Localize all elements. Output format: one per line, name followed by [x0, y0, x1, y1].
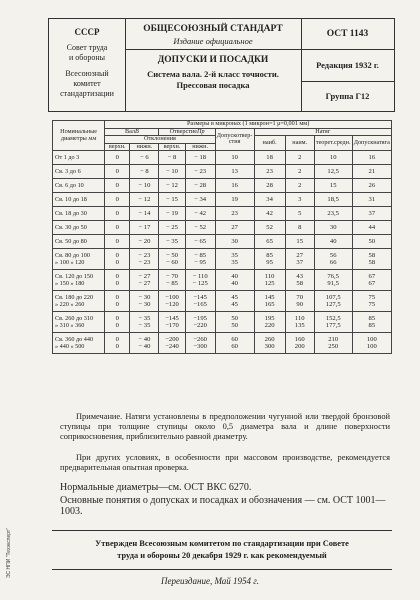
- cell-fit-tolerance: 37: [352, 207, 391, 221]
- cell-hole-lower: −195 −220: [185, 312, 215, 333]
- cell-tension-mean: 107,5 127,5: [314, 291, 352, 312]
- cell-tension-min: 2: [285, 179, 314, 193]
- cell-tension-max: 65: [254, 235, 285, 249]
- th-hole-upper: верхн.: [159, 143, 185, 151]
- cell-diameter: От 1 до 3: [53, 151, 105, 165]
- cell-hole-upper: − 50 − 60: [159, 249, 185, 270]
- th-shaft: ВалВ: [105, 128, 159, 136]
- cell-hole-upper: − 19: [159, 207, 185, 221]
- cell-hole-lower: − 85 − 95: [185, 249, 215, 270]
- header-council-1: Совет труда: [66, 43, 108, 52]
- cell-fit-tolerance: 75 75: [352, 291, 391, 312]
- cell-hole-lower: − 110 − 125: [185, 270, 215, 291]
- table-row: [53, 312, 392, 333]
- cell-shaft-upper: 0 0: [105, 291, 130, 312]
- table-row: [53, 151, 392, 165]
- approval-line-2: труда и обороны 20 декабря 1929 г. как рекомендуемый: [117, 551, 327, 560]
- header-group: Группа Г12: [325, 91, 370, 101]
- cell-fit-tolerance: 100 100: [352, 333, 391, 354]
- cell-shaft-upper: 0 0: [105, 249, 130, 270]
- cell-hole-lower: − 52: [185, 221, 215, 235]
- cell-tension-mean: 56 66: [314, 249, 352, 270]
- th-nominal-diameters: Номинальные диаметры мм: [53, 121, 105, 151]
- table-row: [53, 179, 392, 193]
- cell-tension-max: 18: [254, 151, 285, 165]
- cell-diameter: Св. 80 до 100 » 100 » 120: [53, 249, 105, 270]
- cell-hole-lower: −260 −300: [185, 333, 215, 354]
- table-row: [53, 165, 392, 179]
- cell-hole-upper: −100 −120: [159, 291, 185, 312]
- cell-shaft-lower: − 6: [130, 151, 159, 165]
- cell-shaft-lower: − 12: [130, 193, 159, 207]
- table-row: [53, 249, 392, 270]
- note-paragraph-1: Примечание. Натяги установлены в предположении чугунной или твердой бронзовой ступицы при толщине ступицы около 0,5 диаметра вала и длине поверхности соприкосновения, приблизительно равной диаметру.: [60, 412, 390, 441]
- cell-shaft-upper: 0: [105, 207, 130, 221]
- th-hole-lower: нижн.: [185, 143, 215, 151]
- cell-tension-mean: 23,5: [314, 207, 352, 221]
- header-council-2: и обороны: [68, 53, 105, 62]
- cell-tension-mean: 76,5 91,5: [314, 270, 352, 291]
- cell-fit-tolerance: 58 58: [352, 249, 391, 270]
- cell-shaft-lower: − 27 − 27: [130, 270, 159, 291]
- cell-tension-min: 70 90: [285, 291, 314, 312]
- cell-shaft-lower: − 35 − 35: [130, 312, 159, 333]
- cell-hole-upper: − 12: [159, 179, 185, 193]
- header-ost-number: ОСТ 1143: [326, 29, 369, 39]
- cell-hole-tolerance: 23: [215, 207, 254, 221]
- cell-tension-mean: 15: [314, 179, 352, 193]
- cell-shaft-upper: 0: [105, 165, 130, 179]
- table-row: [53, 207, 392, 221]
- cell-tension-max: 85 95: [254, 249, 285, 270]
- th-max: наиб.: [254, 136, 285, 151]
- cell-tension-min: 15: [285, 235, 314, 249]
- cell-tension-max: 52: [254, 221, 285, 235]
- table-row: [53, 221, 392, 235]
- cell-shaft-lower: − 30 − 30: [130, 291, 159, 312]
- cell-tension-max: 195 220: [254, 312, 285, 333]
- cell-tension-mean: 30: [314, 221, 352, 235]
- cell-shaft-upper: 0: [105, 235, 130, 249]
- cell-shaft-upper: 0 0: [105, 312, 130, 333]
- cell-diameter: Св. 120 до 150 » 150 » 180: [53, 270, 105, 291]
- cell-tension-min: 5: [285, 207, 314, 221]
- cell-hole-tolerance: 60 60: [215, 333, 254, 354]
- cell-hole-upper: − 35: [159, 235, 185, 249]
- table-row: [53, 270, 392, 291]
- header-system-line-1: Система вала. 2-й класс точности.: [147, 69, 279, 79]
- header-committee-1: Всесоюзный: [65, 69, 109, 78]
- cell-tension-mean: 152,5 177,5: [314, 312, 352, 333]
- table-row: [53, 193, 392, 207]
- cell-tension-max: 28: [254, 179, 285, 193]
- reference-diameters: Нормальные диаметры—см. ОСТ ВКС 6270.: [60, 482, 252, 493]
- cell-diameter: Св. 10 до 18: [53, 193, 105, 207]
- approval-line-1: Утвержден Всесоюзным комитетом по стандартизации при Совете: [95, 539, 349, 548]
- header-topic: ДОПУСКИ И ПОСАДКИ: [157, 55, 269, 65]
- cell-hole-tolerance: 45 45: [215, 291, 254, 312]
- table-row: [53, 291, 392, 312]
- cell-tension-max: 260 300: [254, 333, 285, 354]
- table-row: [53, 333, 392, 354]
- header-standard-title: ОБЩЕСОЮЗНЫЙ СТАНДАРТ: [143, 24, 283, 34]
- cell-diameter: Св. 260 до 310 » 310 » 360: [53, 312, 105, 333]
- cell-fit-tolerance: 31: [352, 193, 391, 207]
- th-shaft-lower: нижн.: [130, 143, 159, 151]
- cell-shaft-lower: − 17: [130, 221, 159, 235]
- th-min: наим.: [285, 136, 314, 151]
- cell-hole-tolerance: 35 35: [215, 249, 254, 270]
- cell-hole-tolerance: 50 50: [215, 312, 254, 333]
- cell-tension-min: 3: [285, 193, 314, 207]
- cell-tension-mean: 18,5: [314, 193, 352, 207]
- cell-shaft-upper: 0: [105, 151, 130, 165]
- cell-hole-upper: − 70 − 85: [159, 270, 185, 291]
- cell-tension-min: 160 200: [285, 333, 314, 354]
- reference-basic-concepts: Основные понятия о допусках и посадках и обозначения — см. ОСТ 1001—1003.: [60, 495, 386, 517]
- cell-shaft-upper: 0: [105, 221, 130, 235]
- cell-diameter: Св. 50 до 80: [53, 235, 105, 249]
- standard-header: [48, 18, 395, 112]
- cell-hole-lower: − 18: [185, 151, 215, 165]
- header-official-edition: Издание официальное: [173, 36, 253, 46]
- cell-hole-upper: − 15: [159, 193, 185, 207]
- cell-diameter: Св. 360 до 440 » 440 » 500: [53, 333, 105, 354]
- cell-diameter: Св. 30 до 50: [53, 221, 105, 235]
- cell-tension-mean: 12,5: [314, 165, 352, 179]
- cell-tension-max: 34: [254, 193, 285, 207]
- cell-fit-tolerance: 44: [352, 221, 391, 235]
- cell-diameter: Св. 180 до 220 » 220 » 260: [53, 291, 105, 312]
- th-hole-tolerance: Допускотвер-стия: [215, 128, 254, 151]
- cell-hole-lower: − 28: [185, 179, 215, 193]
- cell-shaft-upper: 0: [105, 193, 130, 207]
- cell-hole-tolerance: 30: [215, 235, 254, 249]
- side-watermark: ЭС НПИ "Техэксперт": [6, 528, 12, 579]
- cell-fit-tolerance: 50: [352, 235, 391, 249]
- cell-tension-min: 27 37: [285, 249, 314, 270]
- table-row: [53, 235, 392, 249]
- cell-shaft-lower: − 10: [130, 179, 159, 193]
- cell-fit-tolerance: 21: [352, 165, 391, 179]
- cell-fit-tolerance: 26: [352, 179, 391, 193]
- cell-shaft-lower: − 20: [130, 235, 159, 249]
- cell-tension-min: 43 58: [285, 270, 314, 291]
- cell-hole-lower: −145 −165: [185, 291, 215, 312]
- header-committee-3: стандартизации: [60, 89, 114, 98]
- cell-tension-min: 110 135: [285, 312, 314, 333]
- th-deviations: Отклонения: [105, 136, 215, 144]
- approval-footer: [52, 530, 392, 570]
- note-paragraph-2: При других условиях, в особенности при массовом производстве, рекомендуется предварительная опытная проверка.: [60, 453, 390, 472]
- cell-hole-upper: −145 −170: [159, 312, 185, 333]
- cell-hole-upper: − 25: [159, 221, 185, 235]
- reprint-note: Переиздание, Май 1954 г.: [161, 576, 259, 586]
- cell-tension-max: 110 125: [254, 270, 285, 291]
- cell-hole-tolerance: 27: [215, 221, 254, 235]
- header-system-line-2: Прессовая посадка: [176, 80, 250, 90]
- header-country: СССР: [74, 27, 100, 37]
- cell-tension-max: 145 165: [254, 291, 285, 312]
- th-shaft-upper: верхн.: [105, 143, 130, 151]
- cell-tension-mean: 40: [314, 235, 352, 249]
- cell-tension-min: 2: [285, 151, 314, 165]
- header-committee-2: комитет: [73, 79, 101, 88]
- cell-hole-tolerance: 13: [215, 165, 254, 179]
- cell-hole-upper: − 10: [159, 165, 185, 179]
- cell-hole-lower: − 34: [185, 193, 215, 207]
- cell-fit-tolerance: 85 85: [352, 312, 391, 333]
- cell-shaft-upper: 0 0: [105, 270, 130, 291]
- th-hole: ОтверстиеПр: [159, 128, 215, 136]
- header-edition: Редакция 1932 г.: [316, 60, 379, 70]
- cell-shaft-lower: − 8: [130, 165, 159, 179]
- cell-shaft-lower: − 23 − 23: [130, 249, 159, 270]
- cell-tension-max: 42: [254, 207, 285, 221]
- cell-tension-mean: 10: [314, 151, 352, 165]
- cell-hole-lower: − 65: [185, 235, 215, 249]
- cell-tension-min: 8: [285, 221, 314, 235]
- cell-shaft-upper: 0 0: [105, 333, 130, 354]
- cell-hole-tolerance: 10: [215, 151, 254, 165]
- cell-diameter: Св. 18 до 30: [53, 207, 105, 221]
- cell-shaft-lower: − 40 − 40: [130, 333, 159, 354]
- cell-hole-lower: − 42: [185, 207, 215, 221]
- cell-hole-tolerance: 16: [215, 179, 254, 193]
- fits-table: [52, 120, 392, 354]
- th-sizes-microns: Размеры в микронах (1 микрон=1 μ=0,001 мм): [105, 121, 392, 129]
- cell-fit-tolerance: 67 67: [352, 270, 391, 291]
- cell-diameter: Св. 6 до 10: [53, 179, 105, 193]
- cell-hole-tolerance: 40 40: [215, 270, 254, 291]
- cell-hole-tolerance: 19: [215, 193, 254, 207]
- th-tension: Натяг: [254, 128, 391, 136]
- cell-shaft-lower: − 14: [130, 207, 159, 221]
- cell-hole-upper: −200 −240: [159, 333, 185, 354]
- cell-hole-upper: − 8: [159, 151, 185, 165]
- cell-shaft-upper: 0: [105, 179, 130, 193]
- th-fit-tolerance: Допускнатяга: [352, 136, 391, 151]
- cell-tension-mean: 210 250: [314, 333, 352, 354]
- cell-hole-lower: − 23: [185, 165, 215, 179]
- cell-fit-tolerance: 16: [352, 151, 391, 165]
- cell-diameter: Св. 3 до 6: [53, 165, 105, 179]
- cell-tension-max: 23: [254, 165, 285, 179]
- th-theoretical-mean: теорет.средн.: [314, 136, 352, 151]
- cell-tension-min: 2: [285, 165, 314, 179]
